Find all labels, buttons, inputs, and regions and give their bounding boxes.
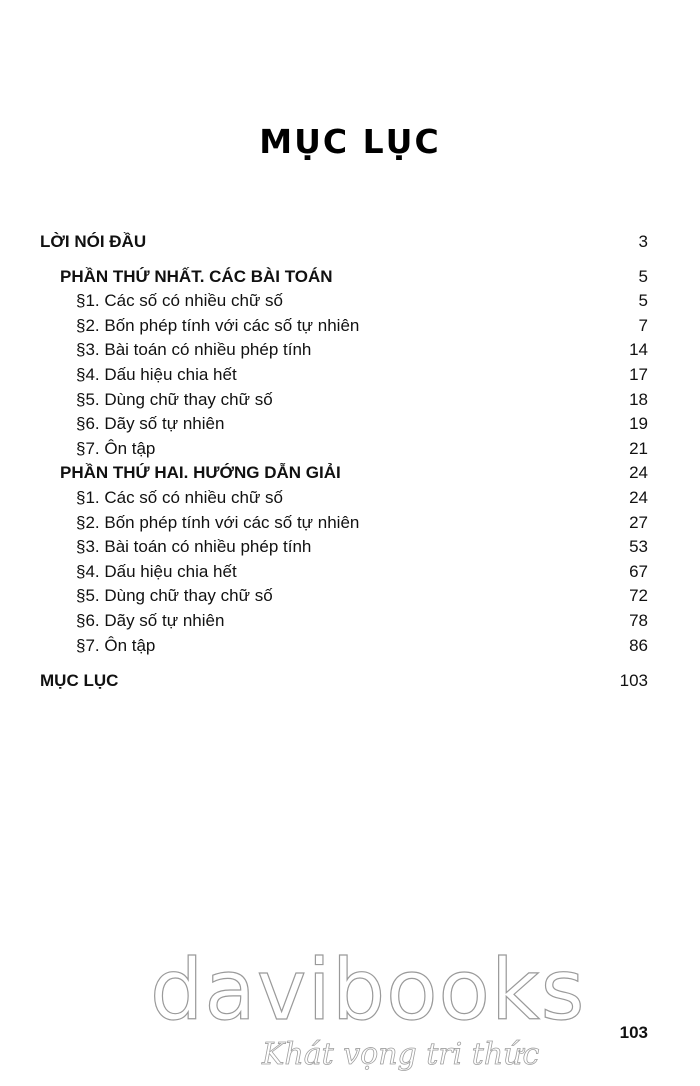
toc-entry-page: 5: [638, 266, 648, 286]
toc-entry-label: §6. Dãy số tự nhiên: [76, 610, 225, 630]
toc-entry-page: 27: [629, 512, 648, 532]
page-title: MỤC LỤC: [259, 122, 441, 161]
toc-entry-page: 3: [638, 232, 648, 251]
toc-entry[interactable]: [40, 584, 648, 609]
toc-entry-label: §5. Dùng chữ thay chữ số: [76, 389, 273, 409]
toc-entry[interactable]: [40, 289, 648, 314]
toc-entry-label: §4. Dấu hiệu chia hết: [76, 364, 237, 384]
toc-entry-label: §5. Dùng chữ thay chữ số: [76, 586, 273, 606]
toc-entry-label: §3. Bài toán có nhiều phép tính: [76, 340, 312, 360]
toc-entry-page: 24: [629, 487, 648, 507]
toc-entry[interactable]: [40, 314, 648, 339]
toc-entry-label: §1. Các số có nhiều chữ số: [76, 291, 283, 311]
toc-entry[interactable]: [40, 634, 648, 659]
toc-entry-label: PHẦN THỨ NHẤT. CÁC BÀI TOÁN: [60, 266, 333, 286]
toc-entry-page: 72: [629, 586, 648, 606]
toc-entry-label: §1. Các số có nhiều chữ số: [76, 487, 283, 507]
toc-entry[interactable]: [40, 437, 648, 462]
toc-entry[interactable]: [40, 486, 648, 511]
toc-entry-label: §7. Ôn tập: [76, 635, 156, 655]
toc-entry[interactable]: [40, 609, 648, 634]
toc-entry-contents[interactable]: [40, 669, 648, 694]
toc-entry-page: 14: [629, 340, 648, 360]
toc-entry-page: 5: [638, 291, 648, 311]
toc-entry-page: 18: [629, 389, 648, 409]
toc-entry-page: 86: [629, 635, 648, 655]
toc-entry-page: 21: [629, 438, 648, 458]
toc-entry-label: §2. Bốn phép tính với các số tự nhiên: [76, 512, 360, 532]
watermark-tagline: Khát vọng tri thức: [262, 1037, 540, 1072]
toc-entry-page: 17: [629, 364, 648, 384]
table-of-contents: [40, 230, 648, 694]
toc-entry[interactable]: [40, 338, 648, 363]
page-number: 103: [619, 1023, 648, 1042]
toc-entry[interactable]: [40, 388, 648, 413]
toc-entry[interactable]: [40, 535, 648, 560]
toc-entry-preface[interactable]: [40, 230, 648, 255]
toc-entry-page: 7: [638, 315, 648, 335]
toc-entry[interactable]: [40, 511, 648, 536]
toc-entry-part-one[interactable]: [40, 265, 648, 290]
toc-entry-page: 103: [619, 671, 648, 691]
toc-entry-page: 19: [629, 414, 648, 434]
watermark-logo: davibooks: [150, 941, 586, 1039]
toc-entry-label: §2. Bốn phép tính với các số tự nhiên: [76, 315, 360, 335]
toc-entry-label: LỜI NÓI ĐẦU: [40, 232, 147, 251]
toc-entry-page: 53: [629, 537, 648, 557]
toc-entry-label: §3. Bài toán có nhiều phép tính: [76, 537, 312, 557]
toc-entry[interactable]: [40, 363, 648, 388]
toc-entry-label: §7. Ôn tập: [76, 438, 156, 458]
toc-entry-label: §6. Dãy số tự nhiên: [76, 414, 225, 434]
toc-entry-label: MỤC LỤC: [40, 671, 119, 691]
toc-entry-part-two[interactable]: [40, 461, 648, 486]
toc-entry-label: PHẦN THỨ HAI. HƯỚNG DẪN GIẢI: [60, 463, 341, 483]
toc-entry-page: 78: [629, 610, 648, 630]
toc-entry[interactable]: [40, 560, 648, 585]
toc-entry[interactable]: [40, 412, 648, 437]
toc-entry-label: §4. Dấu hiệu chia hết: [76, 561, 237, 581]
toc-entry-page: 24: [629, 463, 648, 483]
toc-entry-page: 67: [629, 561, 648, 581]
